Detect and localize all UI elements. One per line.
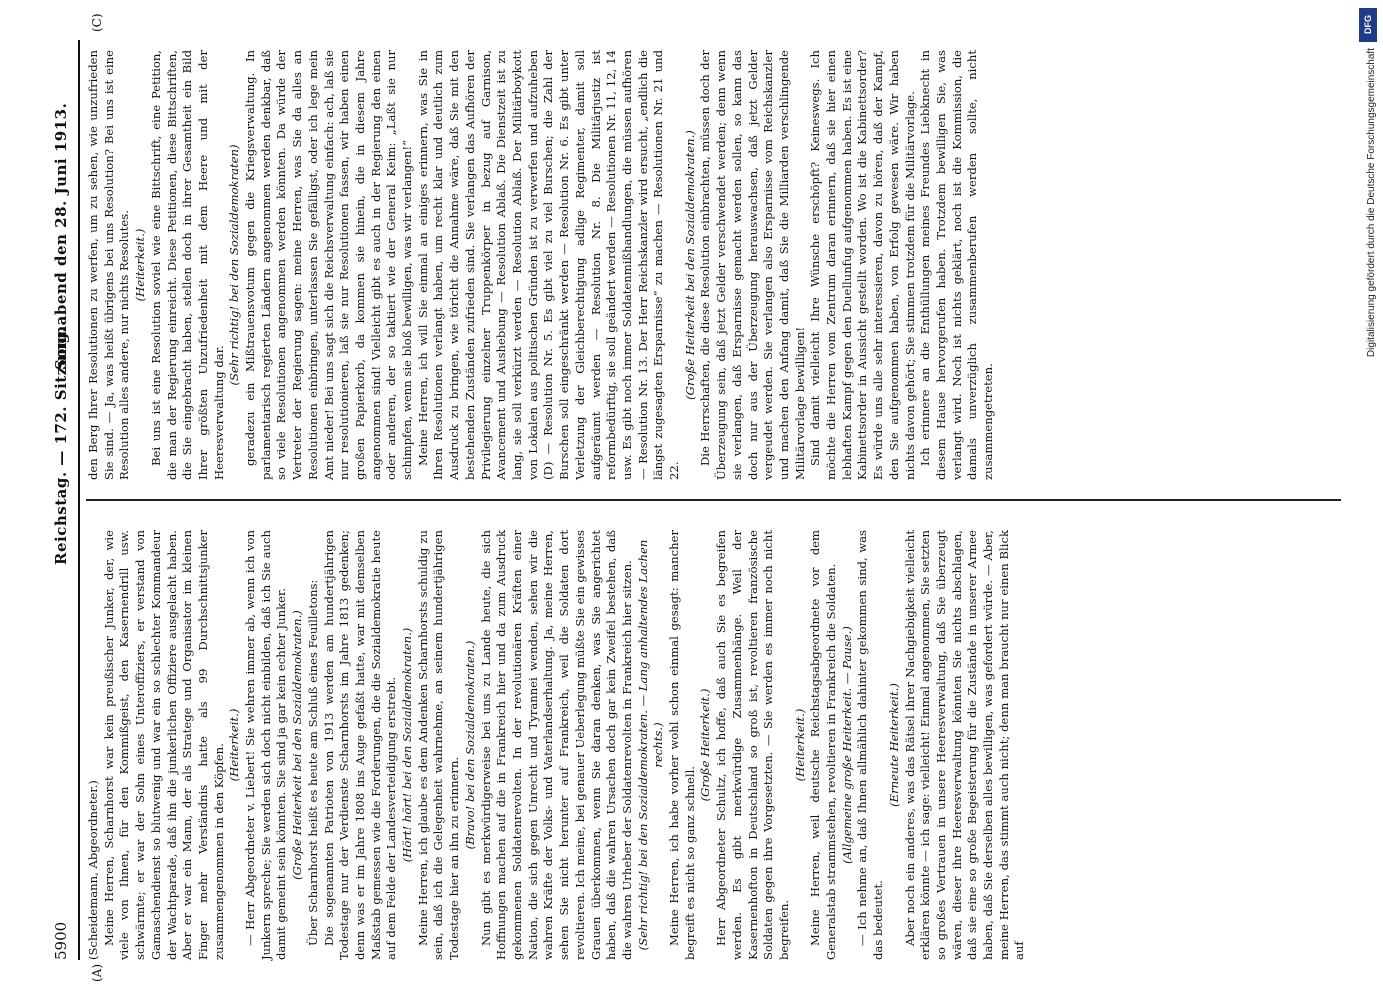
interjection: (Große Heiterkeit bei den Sozialdemokraten.) (290, 610, 305, 880)
paragraph: Ich erinnere an die Enthüllungen meines Freundes Liebknecht in diesem Hause hervorgerufen haben. Trotzdem bewilligen Sie, was verlangt wird. Noch ist nichts geklärt, noch ist die Kommission, die damals unverzüglich zusammenberufen werden sollte, nicht zusammengetreten. (918, 50, 996, 480)
paragraph: Die Herrschaften, die diese Resolution einbrachten, müssen doch der Überzeugung sein, daß jetzt Gelder verschwendet werden; denn wenn sie verlangen, daß Ersparnisse gemacht werden sollen, so kann das doch nur aus der Überzeugung herauswachsen, daß jetzt Gelder vergeudet werden. Sie verlangen also Ersparnisse vom Reichskanzler und machen den Anfang damit, daß Sie die Milliarden verschlingende Militärvorlage bewilligen! (698, 50, 807, 480)
paragraph: geradezu ein Mißtrauensvotum gegen die Kriegsverwaltung. In parlamentarisch regierten Ländern angenommen werden denkbar, daß so viele Resolutionen angenommen werden könnten. Da würde der Vertreter der Regierung sagen: meine Herren, was Sie da alles an Resolutionen einbringen, unterlassen Sie gefälligst, oder ich lege mein Amt nieder! Bei uns sagt sich die Reichsverwaltung einfach: ach, laß sie nur resolutionieren, laß sie nur Resolutionen fassen, wir haben einen großen Papierkorb, da kommen sie hinein, die in diesem Jahre angenommen sind! Vielleicht gibt es auch in der Regierung den einen oder anderen, der so taktiert wie der General Keim: „Laßt sie nur schimpfen, wenn sie bloß bewilligen, was wir verlangen!“ (243, 50, 415, 480)
margin-mark-a: (A) (90, 963, 104, 982)
paragraph: Über Scharnhorst heißt es heute am Schluß eines Feuilletons: (305, 579, 320, 946)
paragraph: Meine Herren, ich habe vorher wohl schon einmal gesagt: mancher begreift es nicht so ganz schnell. (667, 530, 697, 960)
session-date: Sonnabend den 28. Juni 1913. (52, 102, 70, 370)
paragraph: Meine Herren, weil deutsche Reichstagsabgeordnete vor dem Generalstab strammstehen, revoltieren in Frankreich die Soldaten. (808, 530, 839, 960)
paragraph: (Scheidemann, Abgeordneter.) (86, 780, 100, 960)
interjection: (Große Heiterkeit.) (698, 688, 713, 802)
page-header (52, 50, 74, 960)
left-column (86, 530, 1028, 960)
header-rule (78, 40, 80, 960)
interjection: (Heiterkeit.) (133, 228, 148, 302)
session-title: Reichstag. — 172. Sitzung. (52, 326, 70, 565)
paragraph: Bei uns ist eine Resolution soviel wie eine Bittschrift, eine Petition, die man der Regierung einreicht. Diese Petitionen, diese Bittschriften, die Sie eingebracht haben, stellen doch in ihrer Gesamtheit ein Bild Ihrer größten Unzufriedenheit mit dem Heere und mit der Heeresverwaltung dar. (148, 50, 226, 480)
paragraph: — Ich nehme an, daß Ihnen allmählich dahinter gekommen sind, was das bedeutet. (855, 530, 886, 960)
digitization-strip (1352, 0, 1383, 1000)
paragraph: den Berg Ihrer Resolutionen zu werfen, um zu sehen, wie unzufrieden Sie sind. — Ja, was heißt übrigens bei uns Resolution? Bei uns ist eine Resolution alles andere, nur nichts Resolutes. (86, 50, 132, 480)
interjection: (Große Heiterkeit bei den Sozialdemokraten.) (682, 130, 697, 400)
interjection: (Allgemeine große Heiterkeit. — Pause.) (839, 626, 854, 864)
margin-mark-c: (C) (90, 13, 104, 32)
paragraph: Meine Herren, Scharnhorst war kein preußischer Junker, der, wie viele von Ihnen, für den Kommißgeist, den Kasernendrill usw. schwärmte; er war der Sohn eines Unteroffiziers, er verstand von Gamaschendienst so blutwenig und war ein so schlechter Kommandeur der Wachtparade, daß ihn die junkerlichen Offiziere ausgelacht haben. Aber er war ein Mann, der als Stratege und Organisator im kleinen Finger mehr Verständnis hatte als 99 Durchschnittsjunker zusammengenommen in den Köpfen. (101, 530, 226, 960)
paragraph: Die sogenannten Patrioten von 1913 werden am hundertjährigen Todestage nur der Verdienste Scharnhorsts im Jahre 1813 gedenken; denn was er im Jahre 1808 ins Auge gefaßt hatte, war mit demselben Maßstab gemessen wie die Forderungen, die die Sozialdemokratie heute auf dem Felde der Landesverteidigung erstrebt. (321, 530, 399, 960)
paragraph: Sind damit vielleicht Ihre Wünsche erschöpft? Keineswegs. Ich möchte die Herren vom Zentrum daran erinnern, daß sie hier einen lebhaften Kampf gegen den Duellunfug aufgenommen haben. Es ist eine Kabinettsorder in Aussicht gestellt worden. Wo ist die Kabinettsorder? Es würde uns alle sehr interessieren, davon zu hören, daß der Kampf, den Sie aufgenommen haben, von Erfolg gewesen wäre. Wir haben nichts davon gehört; Sie stimmen trotzdem für die Militärvorlage. (808, 50, 917, 480)
paragraph: Meine Herren, ich glaube es dem Andenken Scharnhorsts schuldig zu sein, daß ich die Gelegenheit wahrnehme, an seinem hundertjährigen Todestage hier an ihn zu erinnern. (415, 530, 462, 960)
right-column (86, 50, 997, 480)
paragraph: Herr Abgeordneter Schultz, ich hoffe, daß auch Sie es begreifen werden. Es gibt merkwürdige Zusammenhänge. Weil der Kasernenhofton in Deutschland so groß ist, revoltieren französische Soldaten gegen ihre Vorgesetzten. — Sie werden es immer noch nicht begreifen. (714, 530, 791, 960)
column-divider (86, 499, 1341, 501)
interjection: (Sehr richtig! bei den Sozialdemokraten. — Lang anhaltendes Lachen rechts.) (635, 539, 666, 951)
paragraph: Nun gibt es merkwürdigerweise bei uns zu Lande heute, die sich Hoffnungen machen auf die in Frankreich hier und da zum Ausdruck gekommenen Soldatenrevolten. In der revolutionären Kräften einer Nation, die sich gegen Unrecht und Tyrannei wenden, sehen wir die wahren Kräfte der Volks- und Vaterlandserhaltung. Ja, meine Herren, sehen Sie nicht herunter auf Frankreich, weil die Soldaten dort revoltieren. Ich meine, bei genauer Ueberlegung müßte Sie ein gewisses Grauen überkommen, wenn Sie daran denken, was Sie angerichtet haben, daß die wahren Ursachen doch gar kein Zweifel bestehen, daß die wahren Urheber der Soldatenrevolten in Frankreich hier sitzen. (478, 530, 634, 960)
interjection: (Erneute Heiterkeit.) (886, 683, 901, 807)
paragraph: Meine Herren, ich will Sie einmal an einiges erinnern, was Sie in Ihren Resolutionen verlangt haben, um recht klar und deutlich zum Ausdruck zu bringen, wie töricht die Annahme wäre, daß Sie mit den bestehenden Zuständen zufrieden sind. Sie verlangen das Aufhören der Privilegierung einzelner Truppenkörper in bezug auf Garnison, Avancement und Aushebung — Resolution Ablaß. Die Dienstzeit ist zu lang, sie soll verkürzt werden — Resolution Ablaß. Der Militärboykott von Lokalen aus politischen Gründen ist zu verwerfen und aufzuheben (D) — Resolution Nr. 5. Es gibt viel zu viel Burschen; die Zahl der Burschen soll eingeschränkt werden — Resolution Nr. 6. Es gibt unter Verletzung der Gleichberechtigung adlige Regimenter, damit soll aufgeräumt werden — Resolution Nr. 8. Die Militärjustiz ist reformbedürftig, sie soll geändert werden — Resolutionen Nr. 11, 12, 14 usw. Es gibt noch immer Soldatenmißhandlungen, die müssen aufhören — Resolution Nr. 13. Der Herr Reichskanzler wird ersucht, „endlich die längst zugesagten Ersparnisse“ zu machen — Resolutionen Nr. 21 und 22. (415, 50, 682, 480)
interjection: (Hört! hört! bei den Sozialdemokraten.) (400, 627, 415, 863)
page-number: 5900 (52, 921, 70, 960)
dfg-logo: DFG (1359, 8, 1377, 42)
interjection: (Heiterkeit.) (792, 708, 807, 782)
paragraph: Aber noch ein anderes, was das Rätsel ihrer Nachgiebigkeit vielleicht erklären könnte — ich sage: vielleicht! Einmal angenommen, Sie setzten so großes Vertrauen in unsere Heeresverwaltung, daß Sie überzeugt wären, dieser ihre Heeresverwaltung könnten Sie nichts abschlagen, daß sie eine so große Begeisterung für die Zustände in unserer Armee haben, daß Sie derselben alles bewilligen, was gefordert würde. — Aber, meine Herren, das stimmt auch nicht; denn man braucht nur einen Blick auf (902, 530, 1027, 960)
interjection: (Sehr richtig! bei den Sozialdemokraten) (227, 144, 242, 386)
interjection: (Heiterkeit.) (227, 708, 242, 782)
digitization-note: Digitalisierung gefördert durch die Deutsche Forschungsgemeinschaft (1366, 48, 1377, 358)
interjection: (Bravo! bei den Sozialdemokraten.) (462, 640, 477, 850)
paragraph: — Herr Abgeordneter v. Liebert! Sie wehren immer ab, wenn ich von Junkern spreche; Sie werden sich doch nicht einbilden, daß ich Sie auch damit gemeint sein könnten. Sie sind ja gar kein echter Junker. (243, 530, 289, 960)
